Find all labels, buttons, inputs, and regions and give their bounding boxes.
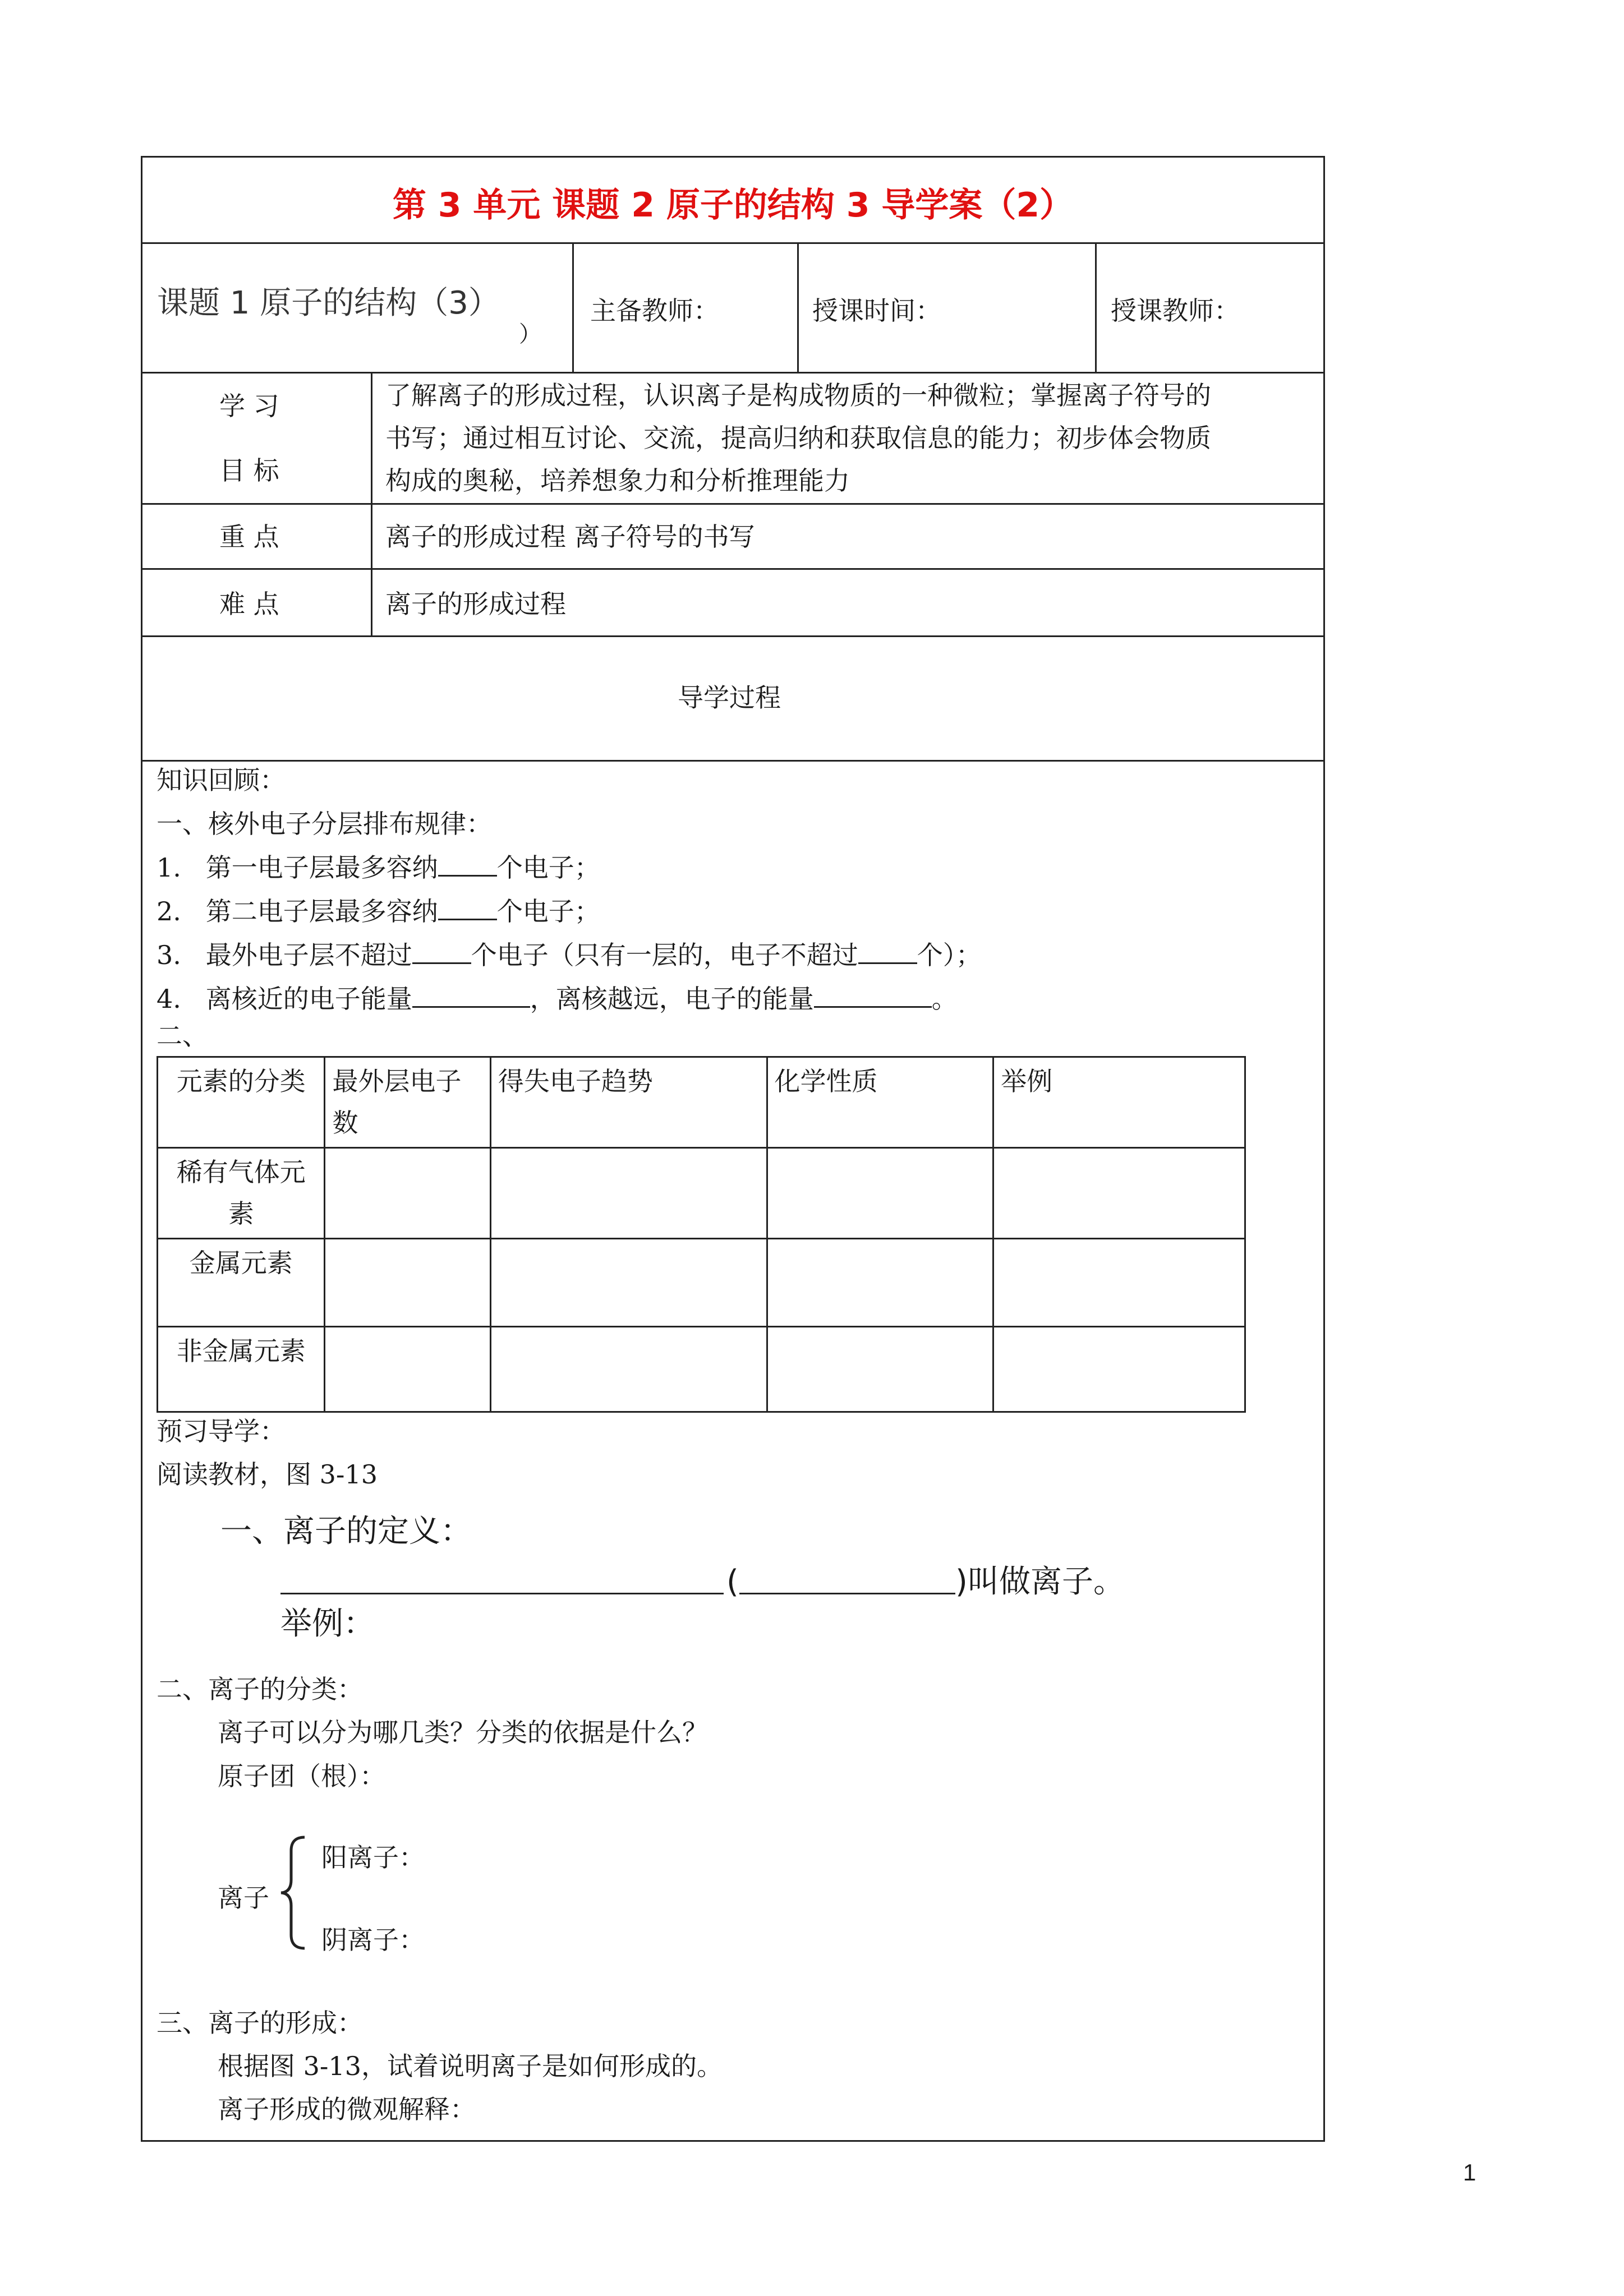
keypoint-label: 重 点 <box>219 522 279 552</box>
definition-tail: 叫做离子。 <box>968 1564 1125 1600</box>
formation-heading: 三、离子的形成： <box>157 2008 363 2038</box>
table-cell[interactable] <box>767 1239 993 1327</box>
process-heading: 导学过程 <box>678 683 781 713</box>
cation-label: 阳离子： <box>321 1842 425 1873</box>
table-row <box>158 1148 1245 1239</box>
rule-under-keypoint <box>141 568 1325 570</box>
objectives-line-1: 了解离子的形成过程，认识离子是构成物质的一种微粒；掌握离子符号的 <box>385 380 1211 411</box>
definition-blank-2[interactable] <box>739 1593 955 1594</box>
definition-blank-1[interactable] <box>280 1593 724 1594</box>
classification-question: 离子可以分为哪几类？分类的依据是什么？ <box>218 1717 708 1748</box>
table-row-label: 非金属元素 <box>158 1327 325 1412</box>
preview-read: 阅读教材，图 3-13 <box>157 1459 378 1490</box>
blank-field[interactable] <box>412 940 471 964</box>
rule-under-header <box>141 372 1325 374</box>
ion-definition-heading: 一、离子的定义： <box>220 1513 472 1550</box>
blank-field[interactable] <box>412 984 530 1008</box>
rule-under-difficulty <box>141 635 1325 637</box>
header-divider-2 <box>797 242 799 372</box>
blank-field[interactable] <box>438 896 497 920</box>
table-header-cell: 元素的分类 <box>158 1057 325 1148</box>
brace-icon <box>278 1834 311 1952</box>
blank-field[interactable] <box>438 852 497 877</box>
table-header-cell: 化学性质 <box>767 1057 993 1148</box>
objectives-label-2: 目 标 <box>219 455 279 486</box>
formation-task: 根据图 3-13，试着说明离子是如何形成的。 <box>218 2051 723 2081</box>
example-label: 举例： <box>280 1606 375 1642</box>
difficulty-label: 难 点 <box>219 589 279 619</box>
table-header-cell: 举例 <box>993 1057 1245 1148</box>
table-cell[interactable] <box>993 1327 1245 1412</box>
page-number: 1 <box>1463 2159 1476 2186</box>
table-cell[interactable] <box>490 1239 767 1327</box>
table-cell[interactable] <box>325 1148 490 1239</box>
table-row-label: 金属元素 <box>158 1239 325 1327</box>
table-cell[interactable] <box>767 1148 993 1239</box>
classification-heading: 二、离子的分类： <box>157 1674 363 1704</box>
table-cell[interactable] <box>993 1239 1245 1327</box>
table-header-row <box>158 1057 1245 1148</box>
header-divider-3 <box>1095 242 1097 372</box>
objectives-line-3: 构成的奥秘，培养想象力和分析推理能力 <box>385 465 850 496</box>
review-item-1: 1. 第一电子层最多容纳 个电子； <box>157 852 600 883</box>
lesson-title: 课题 1 原子的结构（3） <box>157 285 500 321</box>
blank-field[interactable] <box>814 984 932 1008</box>
review-item-4: 4. 离核近的电子能量 ，离核越远，电子的能量 。 <box>157 984 958 1014</box>
header-divider-1 <box>572 242 574 372</box>
atom-group-label: 原子团（根）： <box>218 1761 385 1791</box>
anion-label: 阴离子： <box>321 1925 425 1955</box>
rule-under-title <box>141 242 1325 244</box>
page-title: 第 3 单元 课题 2 原子的结构 3 导学案（2） <box>392 186 1074 225</box>
table-row <box>158 1327 1245 1412</box>
teacher-label: 授课教师： <box>1111 296 1240 326</box>
rule-under-objectives <box>141 503 1325 505</box>
review-item-2: 2. 第二电子层最多容纳 个电子； <box>157 896 600 926</box>
objectives-line-2: 书写；通过相互讨论、交流，提高归纳和获取信息的能力；初步体会物质 <box>385 423 1211 453</box>
blank-field[interactable] <box>858 940 917 964</box>
review-item-3: 3. 最外电子层不超过 个电子（只有一层的，电子不超过 个）； <box>157 940 982 970</box>
element-classification-table <box>157 1056 1246 1413</box>
table-cell[interactable] <box>993 1148 1245 1239</box>
lesson-time-label: 授课时间： <box>812 296 941 326</box>
formation-micro: 离子形成的微观解释： <box>218 2094 476 2124</box>
table-cell[interactable] <box>490 1148 767 1239</box>
label-column-divider <box>371 372 372 635</box>
table-row-label: 稀有气体元素 <box>158 1148 325 1239</box>
review-section2: 二、 <box>157 1021 208 1051</box>
preview-heading: 预习导学： <box>157 1416 286 1446</box>
review-section1: 一、核外电子分层排布规律： <box>157 809 492 839</box>
chief-teacher-label: 主备教师： <box>590 296 719 326</box>
keypoint-text: 离子的形成过程 离子符号的书写 <box>385 522 755 552</box>
table-header-cell: 得失电子趋势 <box>490 1057 767 1148</box>
table-cell[interactable] <box>325 1239 490 1327</box>
rule-under-process <box>141 760 1325 762</box>
open-paren: ( <box>726 1564 739 1600</box>
table-header-cell: 最外层电子数 <box>325 1057 490 1148</box>
table-cell[interactable] <box>325 1327 490 1412</box>
difficulty-text: 离子的形成过程 <box>385 589 566 619</box>
close-paren: ) <box>955 1564 968 1600</box>
table-row <box>158 1239 1245 1327</box>
table-cell[interactable] <box>490 1327 767 1412</box>
objectives-label-1: 学 习 <box>219 391 279 421</box>
ion-label: 离子 <box>218 1883 269 1913</box>
table-cell[interactable] <box>767 1327 993 1412</box>
lesson-title-paren: ） <box>519 321 541 347</box>
review-heading: 知识回顾： <box>157 765 286 795</box>
